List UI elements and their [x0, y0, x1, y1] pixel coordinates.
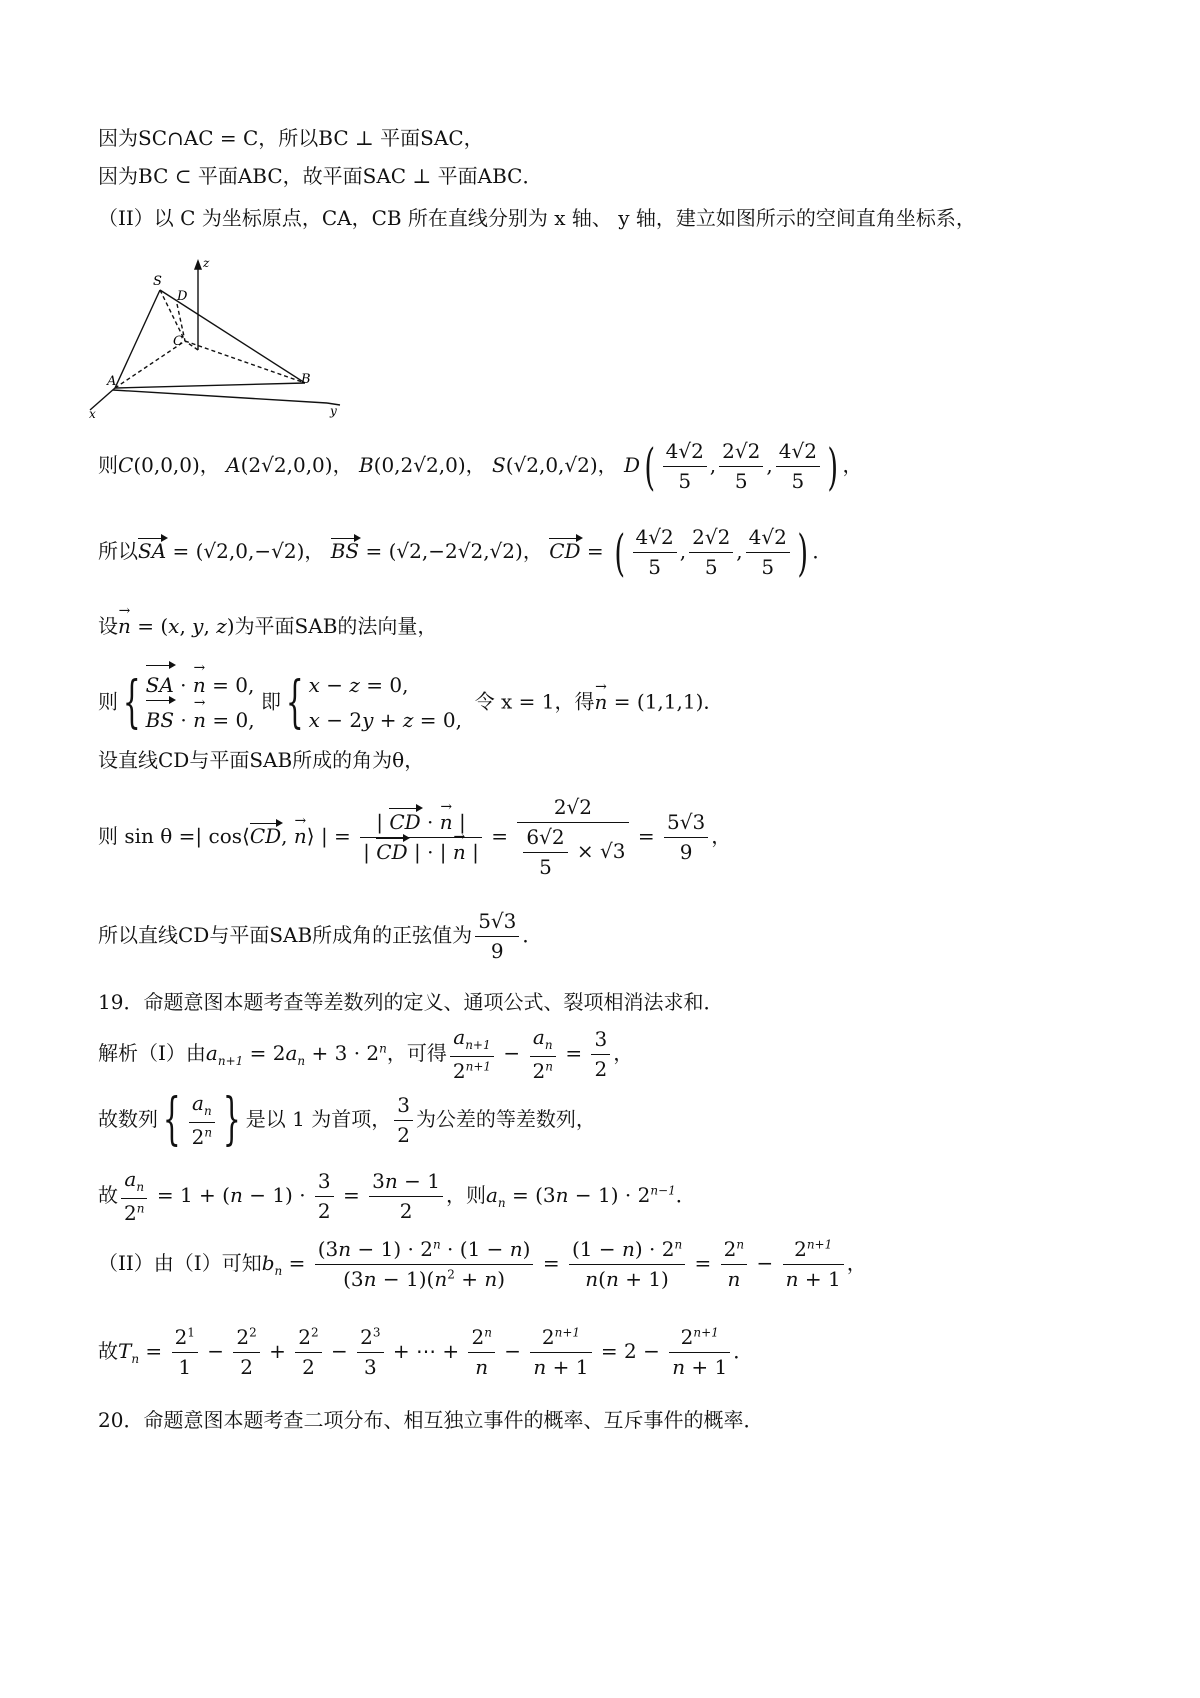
text-line-2: 因为BC ⊂ 平面ABC，故平面SAC ⊥ 平面ABC．: [98, 164, 543, 188]
label-z: z: [203, 256, 210, 270]
q19-part2-line: （II）由（I）可知$b_n$ = $\frac{(3n - 1) \cdot 2^n \cdot (1 - n)}{(3n - 1)(n^2 + n)}$ = $\frac{(1 - n) \cdot 2^n}{n(n + 1)}$ = $\frac{2^n}{n}$ − $\frac{2^{n+1}}{n + 1}$ ，: [98, 1237, 867, 1291]
vectors-line: 所以SA = (√2,0,−√2)， BS = (√2,−2√2,√2)， CD = ( $\frac{4√2}{5}$ , $\frac{2√2}{5}$ , $\frac{4√2}{5}$ ) ．: [98, 523, 833, 582]
label-c: C: [173, 334, 183, 349]
q19-sequence-line: 故数列{ $\frac{a_n}{2^n}$ } 是以 1 为首项， $\frac{3}{2}$ 为公差的等差数列，: [98, 1087, 596, 1153]
label-x: x: [89, 407, 96, 420]
text-line-1: 因为SC∩AC = C，所以BC ⊥ 平面SAC，: [98, 126, 484, 150]
q19-part1-line: 解析（I）由$a_{n+1} = 2a_n + 3 \cdot 2^n$，可得 $\frac{a_{n+1}}{2^{n+1}}$ − $\frac{a_n}{2^n}$ = $\frac{3}{2}$ ，: [98, 1025, 634, 1083]
label-b: B: [301, 372, 311, 387]
label-d: D: [177, 289, 188, 304]
q19-sum-line: 故$T_n$ = $\frac{2^1}{1}$ − $\frac{2^2}{2}$ + $\frac{2^2}{2}$ − $\frac{2^3}{3}$ + ⋯ + $\frac{2^n}{n}$ − $\frac{2^{n+1}}{n + 1}$ = 2 − $\frac{2^{n+1}}{n + 1}$ ．: [98, 1325, 754, 1379]
coordinate-figure: [85, 255, 355, 420]
label-a: A: [107, 374, 117, 389]
label-y: y: [330, 404, 337, 418]
q20-title: 20．命题意图本题考查二项分布、相互独立事件的概率、互斥事件的概率．: [98, 1408, 764, 1432]
label-s: S: [153, 274, 162, 289]
sine-formula-line: 则 sin θ =| cos⟨CD, n →⟩ | = $\frac{| CD \cdot n \to |}{| CD | \cdot | n \to |}$ = 2√2 $\frac{6√2}{5}$ × √3 = $\frac{5√3}{9}$ ，: [98, 796, 731, 879]
q19-title: 19．命题意图本题考查等差数列的定义、通项公式、裂项相消法求和．: [98, 990, 724, 1014]
q19-formula-line: 故 $\frac{a_n}{2^n}$ = 1 + (n − 1) · $\frac{3}{2}$ = $\frac{3n - 1}{2}$ ，则$a_n = (3n - 1) \cdot 2^{n-1}$．: [98, 1167, 696, 1225]
coordinates-line: 则C(0,0,0)， A(2√2,0,0)， B(0,2√2,0)， S(√2,0,√2)， D( $\frac{4√2}{5}$ , $\frac{2√2}{5}$ , $\frac{4√2}{5}$ ) ，: [98, 437, 863, 496]
text-line-angle: 设直线CD与平面SAB所成的角为θ，: [98, 748, 425, 772]
normal-vector-line: 设n → = (x, y, z)为平面SAB的法向量，: [98, 616, 437, 636]
system-line: 则{ SA · n → = 0, BS · n → = 0, 即{ x − z = 0, x − 2y + z = 0, 令 x = 1，得n → = (1,1,1)．: [98, 668, 723, 738]
text-line-3: （II）以 C 为坐标原点，CA，CB 所在直线分别为 x 轴、 y 轴，建立如图所示的空间直角坐标系，: [98, 206, 976, 230]
conclusion-line: 所以直线CD与平面SAB所成角的正弦值为 $\frac{5√3}{9}$ ．: [98, 909, 543, 963]
